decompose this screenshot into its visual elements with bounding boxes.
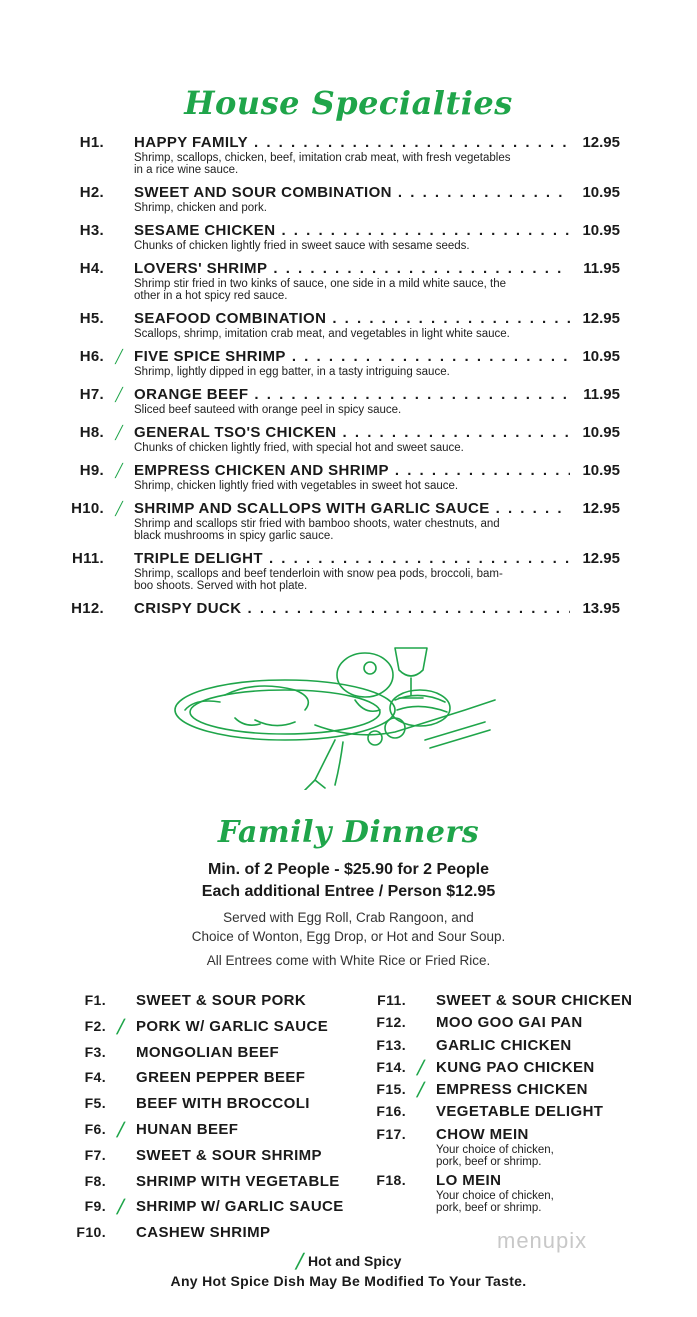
item-code: H12. xyxy=(71,600,104,617)
item-code: F2. xyxy=(84,1017,106,1034)
item-code: H2. xyxy=(79,184,104,201)
item-code: H10. xyxy=(71,500,104,517)
item-name: SWEET & SOUR CHICKEN xyxy=(436,992,633,1009)
item-price: 13.95 xyxy=(582,600,620,617)
menu-item-row xyxy=(60,134,620,152)
pepper-icon: ╱ xyxy=(416,1082,426,1098)
item-name: MONGOLIAN BEEF xyxy=(136,1043,280,1061)
item-name: EMPRESS CHICKEN AND SHRIMP xyxy=(134,462,389,479)
item-code: F3. xyxy=(84,1043,106,1060)
item-code: H3. xyxy=(79,222,104,239)
pepper-icon: ╱ xyxy=(115,463,123,478)
item-description: Chunks of chicken lightly fried, with special hot and sweet sauce. xyxy=(134,442,464,454)
dot-leader xyxy=(269,550,570,567)
item-name: LO MEIN xyxy=(436,1172,502,1190)
item-name: EMPRESS CHICKEN xyxy=(436,1081,588,1099)
menu-item xyxy=(60,500,620,542)
item-description: Your choice of chicken, xyxy=(436,1190,554,1203)
item-name: GENERAL TSO'S CHICKEN xyxy=(134,424,337,441)
item-description: Shrimp and scallops stir fried with bamboo shoots, water chestnuts, and xyxy=(134,518,500,530)
item-name: SEAFOOD COMBINATION xyxy=(134,310,327,327)
item-price: 10.95 xyxy=(582,222,620,239)
item-name: SHRIMP WITH VEGETABLE xyxy=(136,1172,340,1190)
pepper-icon: ╱ xyxy=(115,425,123,440)
menu-item-row xyxy=(60,386,620,404)
item-name: HAPPY FAMILY xyxy=(134,134,248,151)
item-code: F12. xyxy=(376,1014,406,1031)
item-code: F11. xyxy=(377,992,406,1008)
rice-note: All Entrees come with White Rice or Fried Rice. xyxy=(206,953,491,968)
menu-item-row xyxy=(60,600,620,618)
family-dinner-item xyxy=(70,1198,344,1224)
minimum-people-line: Min. of 2 People - $25.90 for 2 People xyxy=(208,861,489,878)
house-specialties-title: House Specialties xyxy=(184,84,513,122)
item-description: Shrimp, scallops, chicken, beef, imitation crab meat, with fresh vegetables xyxy=(134,152,511,164)
item-code: F13. xyxy=(376,1036,406,1053)
item-price: 10.95 xyxy=(582,424,620,441)
dot-leader xyxy=(496,500,570,517)
family-dinner-item xyxy=(370,1014,632,1036)
item-name: GREEN PEPPER BEEF xyxy=(136,1069,306,1087)
item-description: boo shoots. Served with hot plate. xyxy=(134,580,308,592)
menu-item xyxy=(60,600,620,618)
family-dinner-item xyxy=(70,992,344,1018)
item-code: F15. xyxy=(376,1081,406,1098)
hot-spicy-legend xyxy=(0,1253,697,1270)
menu-item-row xyxy=(60,184,620,202)
served-with-line-2: Choice of Wonton, Egg Drop, or Hot and Sour Soup. xyxy=(191,929,506,944)
item-name: CASHEW SHRIMP xyxy=(136,1224,271,1242)
dot-leader xyxy=(332,310,570,327)
family-dinner-item xyxy=(370,1081,632,1103)
item-price: 10.95 xyxy=(582,184,620,201)
item-name: GARLIC CHICKEN xyxy=(436,1036,572,1054)
item-code: H8. xyxy=(79,424,104,441)
family-dinner-item xyxy=(370,1059,632,1081)
item-description: Shrimp, lightly dipped in egg batter, in a tasty intriguing sauce. xyxy=(134,366,450,378)
family-dinner-item xyxy=(70,1147,344,1173)
family-dinner-item xyxy=(70,1121,344,1147)
item-code: F7. xyxy=(84,1146,106,1163)
menu-item xyxy=(60,184,620,214)
dot-leader xyxy=(395,462,570,479)
item-name: SWEET & SOUR SHRIMP xyxy=(136,1146,322,1164)
item-name: PORK W/ GARLIC SAUCE xyxy=(136,1017,329,1035)
item-code: F6. xyxy=(84,1120,106,1137)
family-dinner-item xyxy=(70,1173,344,1199)
item-name: SWEET AND SOUR COMBINATION xyxy=(134,184,392,201)
menu-item xyxy=(60,550,620,592)
item-code: F1. xyxy=(84,992,106,1008)
item-price: 11.95 xyxy=(583,386,620,403)
dot-leader xyxy=(254,134,570,151)
item-code: F14. xyxy=(376,1058,406,1075)
item-price: 10.95 xyxy=(582,462,620,479)
item-code: H9. xyxy=(79,462,104,479)
hot-spicy-label: Hot and Spicy xyxy=(308,1253,402,1269)
item-code: H11. xyxy=(71,550,104,567)
item-price: 12.95 xyxy=(582,500,620,517)
dot-leader xyxy=(254,386,570,403)
item-code: F16. xyxy=(376,1103,406,1120)
item-name: BEEF WITH BROCCOLI xyxy=(136,1095,310,1113)
dot-leader xyxy=(343,424,570,441)
modify-note: Any Hot Spice Dish May Be Modified To Your Taste. xyxy=(170,1273,527,1289)
item-code: F17. xyxy=(376,1125,406,1142)
item-name: VEGETABLE DELIGHT xyxy=(436,1103,604,1121)
item-code: F8. xyxy=(84,1172,106,1189)
menu-item xyxy=(60,424,620,454)
pepper-icon: ╱ xyxy=(116,1121,126,1137)
item-description: Sliced beef sauteed with orange peel in spicy sauce. xyxy=(134,404,402,416)
item-code: H7. xyxy=(79,386,104,403)
item-description: Scallops, shrimp, imitation crab meat, and vegetables in light white sauce. xyxy=(134,328,510,340)
item-price: 11.95 xyxy=(583,260,620,277)
dot-leader xyxy=(247,600,570,617)
item-description: black mushrooms in spicy garlic sauce. xyxy=(134,530,334,542)
item-description: Your choice of chicken, xyxy=(436,1144,554,1157)
item-description: other in a hot spicy red sauce. xyxy=(134,290,288,302)
family-dinners-right-column xyxy=(370,992,632,1218)
item-code: F4. xyxy=(84,1069,106,1086)
item-description: Shrimp, scallops and beef tenderloin with snow pea pods, broccoli, bam- xyxy=(134,568,503,580)
menu-item xyxy=(60,134,620,176)
item-name: HUNAN BEEF xyxy=(136,1120,239,1138)
dot-leader xyxy=(398,184,570,201)
pepper-icon: ╱ xyxy=(115,501,123,516)
menu-item xyxy=(60,310,620,340)
menu-item-row xyxy=(60,500,620,518)
food-illustration xyxy=(165,640,505,790)
dot-leader xyxy=(273,260,570,277)
menu-item xyxy=(60,260,620,302)
family-dinners-left-column xyxy=(70,992,344,1250)
menu-item xyxy=(60,386,620,416)
menu-item-row xyxy=(60,550,620,568)
pepper-icon: ╱ xyxy=(115,387,123,402)
menu-item-row xyxy=(60,424,620,442)
item-description: in a rice wine sauce. xyxy=(134,164,239,176)
dot-leader xyxy=(292,348,570,365)
item-price: 10.95 xyxy=(582,348,620,365)
item-code: F10. xyxy=(76,1224,106,1241)
menu-item xyxy=(60,222,620,252)
pepper-icon: ╱ xyxy=(116,1199,126,1215)
pepper-icon: ╱ xyxy=(416,1059,426,1075)
menu-item-row xyxy=(60,222,620,240)
item-code: H1. xyxy=(79,134,104,151)
menu-item xyxy=(60,348,620,378)
family-dinner-item xyxy=(70,1018,344,1044)
item-code: H6. xyxy=(79,348,104,365)
item-name: CHOW MEIN xyxy=(436,1125,529,1143)
pepper-icon: ╱ xyxy=(295,1253,305,1269)
family-dinner-item xyxy=(70,1069,344,1095)
item-price: 12.95 xyxy=(582,310,620,327)
family-dinner-item xyxy=(370,992,632,1014)
item-name: SHRIMP W/ GARLIC SAUCE xyxy=(136,1198,344,1216)
item-name: MOO GOO GAI PAN xyxy=(436,1014,583,1032)
pepper-icon: ╱ xyxy=(116,1018,126,1034)
served-with-line-1: Served with Egg Roll, Crab Rangoon, and xyxy=(223,910,474,925)
menu-item-row xyxy=(60,462,620,480)
watermark-logo: menupix xyxy=(497,1228,588,1253)
menu-item-row xyxy=(60,310,620,328)
item-code: H4. xyxy=(79,260,104,277)
item-description: pork, beef or shrimp. xyxy=(436,1156,542,1169)
item-price: 12.95 xyxy=(582,550,620,567)
item-name: LOVERS' SHRIMP xyxy=(134,260,268,277)
item-price: 12.95 xyxy=(582,134,620,151)
house-specialties-list xyxy=(60,134,620,626)
family-dinner-item xyxy=(70,1095,344,1121)
additional-entree-line: Each additional Entree / Person $12.95 xyxy=(201,883,496,900)
item-name: TRIPLE DELIGHT xyxy=(134,550,263,567)
item-name: ORANGE BEEF xyxy=(134,386,249,403)
item-code: F18. xyxy=(376,1172,406,1189)
menu-item-row xyxy=(60,348,620,366)
item-code: F9. xyxy=(84,1198,106,1215)
item-code: F5. xyxy=(84,1095,106,1112)
family-dinner-item xyxy=(370,1103,632,1125)
item-name: SESAME CHICKEN xyxy=(134,222,276,239)
item-name: SHRIMP AND SCALLOPS WITH GARLIC SAUCE xyxy=(134,500,490,517)
item-code: H5. xyxy=(79,310,104,327)
family-dinners-title: Family Dinners xyxy=(217,815,480,850)
item-description: Shrimp stir fried in two kinks of sauce, one side in a mild white sauce, the xyxy=(134,278,507,290)
pepper-icon: ╱ xyxy=(115,349,123,364)
family-dinner-item xyxy=(70,1044,344,1070)
family-dinner-item xyxy=(370,1037,632,1059)
item-name: SWEET & SOUR PORK xyxy=(136,992,307,1009)
item-description: Shrimp, chicken lightly fried with vegetables in sweet hot sauce. xyxy=(134,480,459,492)
item-name: CRISPY DUCK xyxy=(134,600,242,617)
item-description: Chunks of chicken lightly fried in sweet sauce with sesame seeds. xyxy=(134,240,470,252)
dot-leader xyxy=(281,222,570,239)
family-dinner-item xyxy=(70,1224,344,1250)
item-name: FIVE SPICE SHRIMP xyxy=(134,348,286,365)
item-description: Shrimp, chicken and pork. xyxy=(134,202,267,214)
item-description: pork, beef or shrimp. xyxy=(436,1202,542,1215)
menu-item-row xyxy=(60,260,620,278)
item-name: KUNG PAO CHICKEN xyxy=(436,1058,595,1076)
menu-item xyxy=(60,462,620,492)
